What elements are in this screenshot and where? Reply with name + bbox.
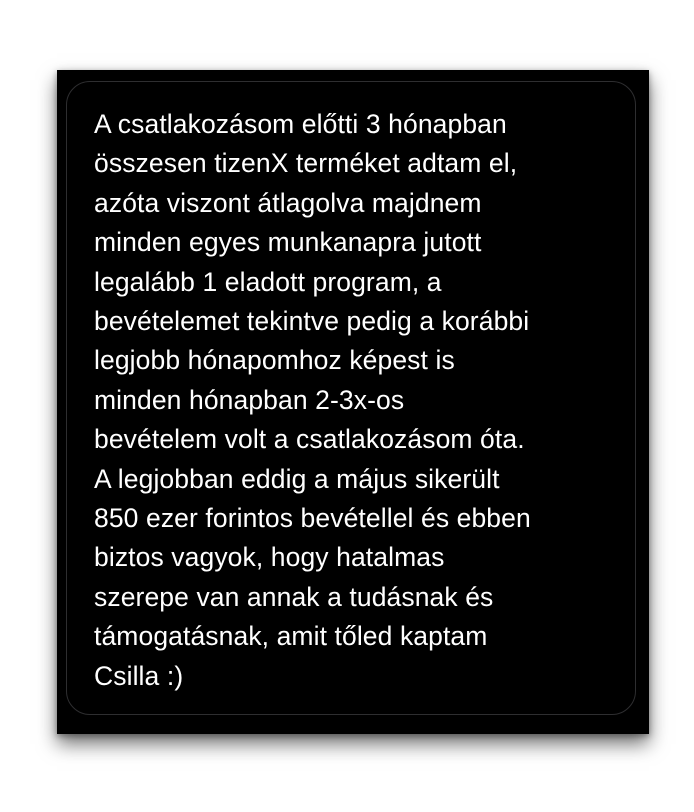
message-line: legalább 1 eladott program, a xyxy=(94,266,442,297)
message-line: A legjobban eddig a május sikerült xyxy=(94,463,500,494)
message-line: szerepe van annak a tudásnak és xyxy=(94,581,494,612)
message-line: minden egyes munkanapra jutott xyxy=(94,227,482,258)
message-line: bevételemet tekintve pedig a korábbi xyxy=(94,306,530,337)
message-line: azóta viszont átlagolva majdnem xyxy=(94,187,482,218)
message-line: legjobb hónapomhoz képest is xyxy=(94,345,455,376)
message-line: biztos vagyok, hogy hatalmas xyxy=(94,542,445,573)
message-screenshot-card xyxy=(57,70,649,734)
message-line: 850 ezer forintos bevétellel és ebben xyxy=(94,503,531,534)
message-line: Csilla :) xyxy=(94,660,184,691)
message-line: összesen tizenX terméket adtam el, xyxy=(94,148,518,179)
message-text xyxy=(94,105,624,696)
message-line: támogatásnak, amit tőled kaptam xyxy=(94,621,488,652)
message-line: minden hónapban 2-3x-os xyxy=(94,384,405,415)
message-line: bevételem volt a csatlakozásom óta. xyxy=(94,424,525,455)
message-bubble xyxy=(66,81,636,715)
message-line: A csatlakozásom előtti 3 hónapban xyxy=(94,109,507,139)
